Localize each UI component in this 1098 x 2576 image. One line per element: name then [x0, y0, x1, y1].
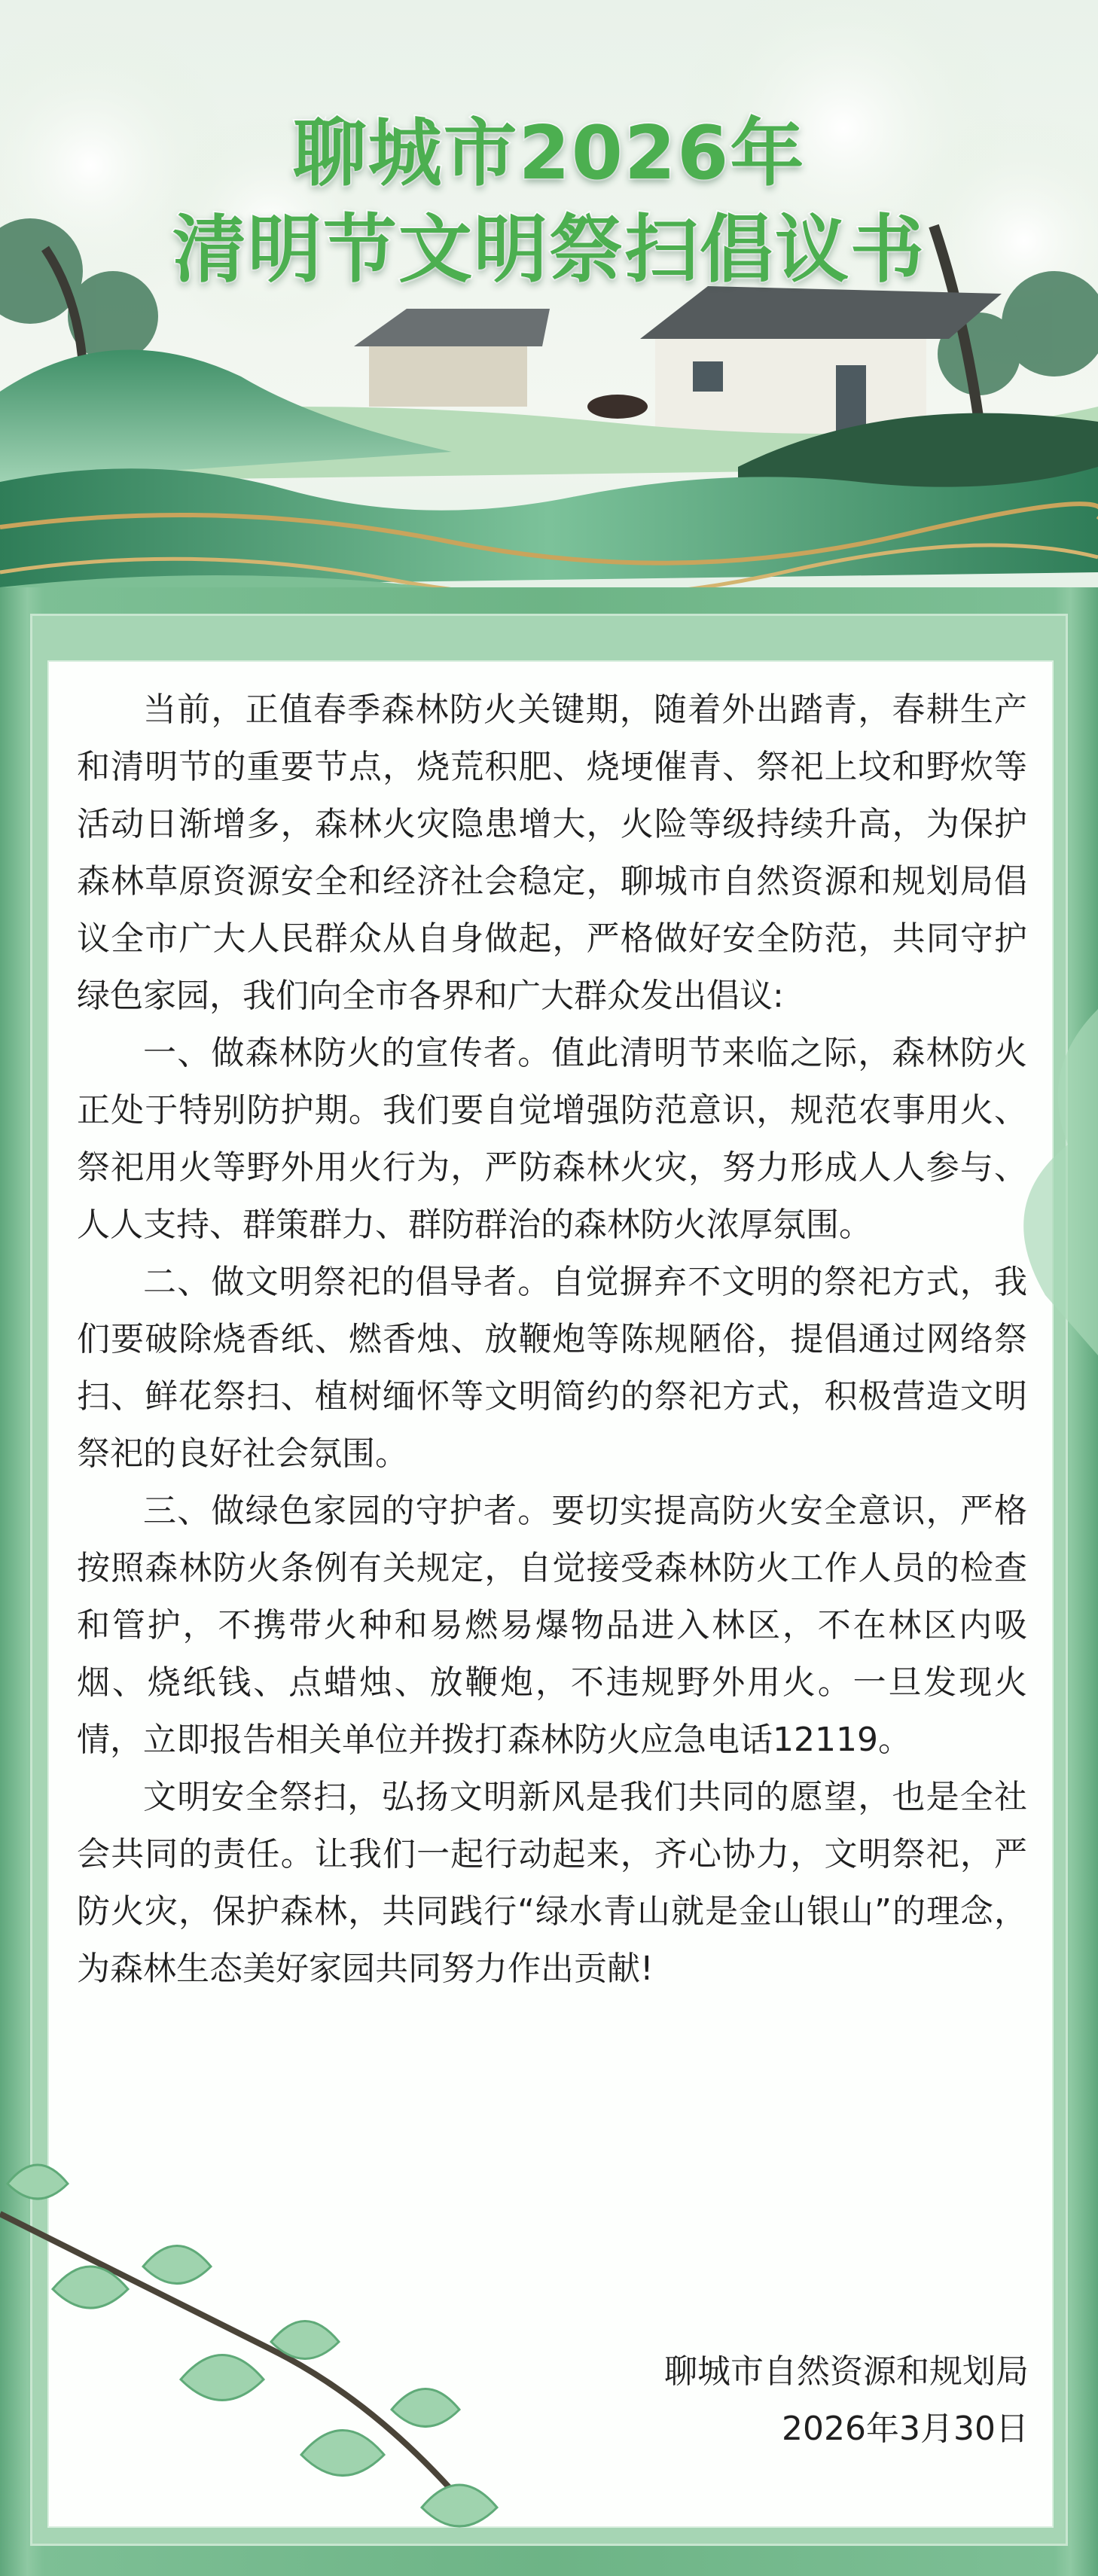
signature-date: 2026年3月30日	[782, 2410, 1029, 2448]
paragraph-2: 二、做文明祭祀的倡导者。自觉摒弃不文明的祭祀方式，我们要破除烧香纸、燃香烛、放鞭炮等陈规陋俗，提倡通过网络祭扫、鲜花祭扫、植树缅怀等文明简约的祭祀方式，积极营造文明祭祀的良好社会氛围。	[77, 1263, 1027, 1473]
signature-block	[664, 2343, 1029, 2458]
title-block	[0, 105, 1098, 298]
title-line-2: 清明节文明祭扫倡议书	[172, 207, 926, 293]
signature-org: 聊城市自然资源和规划局	[664, 2352, 1029, 2391]
landscape-illustration	[0, 0, 1098, 678]
title-line-1: 聊城市2026年	[292, 111, 806, 197]
paragraph-intro: 当前，正值春季森林防火关键期，随着外出踏青，春耕生产和清明节的重要节点，烧荒积肥、烧埂催青、祭祀上坟和野炊等活动日渐增多，森林火灾隐患增大，火险等级持续升高，为保护森林草原资源安全和经济社会稳定，聊城市自然资源和规划局倡议全市广大人民群众从自身做起，严格做好安全防范，共同守护绿色家园，我们向全市各界和广大群众发出倡议:	[77, 690, 1027, 1015]
paragraph-3: 三、做绿色家园的守护者。要切实提高防火安全意识，严格按照森林防火条例有关规定，自觉接受森林防火工作人员的检查和管护，不携带火种和易燃易爆物品进入林区，不在林区内吸烟、烧纸钱、点蜡烛、放鞭炮，不违规野外用火。一旦发现火情，立即报告相关单位并拨打森林防火应急电话12119。	[77, 1492, 1027, 1759]
paragraph-1: 一、做森林防火的宣传者。值此清明节来临之际，森林防火正处于特别防护期。我们要自觉增强防范意识，规范农事用火、祭祀用火等野外用火行为，严防森林火灾，努力形成人人参与、人人支持、群策群力、群防群治的森林防火浓厚氛围。	[77, 1034, 1027, 1244]
ginkgo-leaves-decoration	[0, 2154, 527, 2576]
ox	[587, 395, 648, 419]
paragraph-closing: 文明安全祭扫，弘扬文明新风是我们共同的愿望，也是全社会共同的责任。让我们一起行动起来，齐心协力，文明祭祀，严防火灾，保护森林，共同践行“绿水青山就是金山银山”的理念，为森林生态美好家园共同努力作出贡献!	[77, 1778, 1027, 1988]
header-landscape	[0, 0, 1098, 678]
proposal-body	[77, 681, 1027, 1998]
